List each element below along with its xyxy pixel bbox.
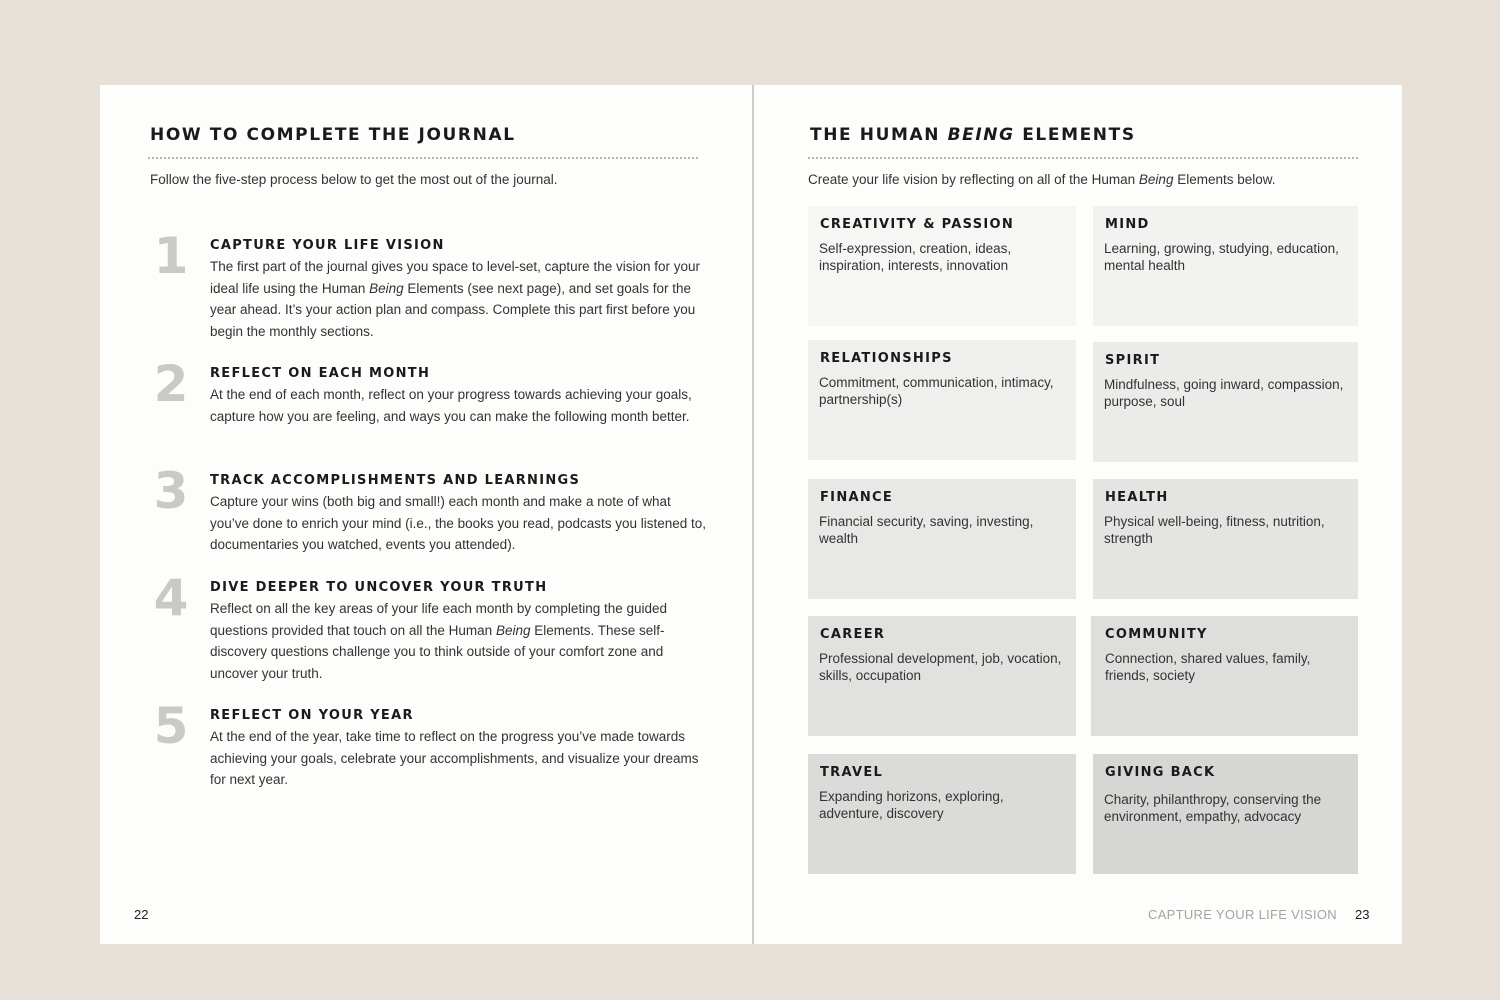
element-description: Mindfulness, going inward, compassion, purpose, soul xyxy=(1104,377,1344,409)
element-description: Self-expression, creation, ideas, inspiration, interests, innovation xyxy=(819,241,1012,273)
element-card-community xyxy=(1091,616,1358,736)
dotted-divider xyxy=(808,157,1358,159)
intro-text: Follow the five-step process below to get the most out of the journal. xyxy=(150,172,558,187)
element-card-spirit xyxy=(1093,342,1358,462)
element-card-relationships xyxy=(808,340,1076,460)
element-description: Connection, shared values, family, friends, society xyxy=(1105,651,1311,683)
step-number: 2 xyxy=(153,355,189,413)
element-name: CAREER xyxy=(820,627,886,642)
left-page xyxy=(100,85,752,944)
element-name: MIND xyxy=(1105,217,1150,232)
element-name: GIVING BACK xyxy=(1105,765,1216,780)
step-number: 3 xyxy=(153,462,189,520)
page-title: HOW TO COMPLETE THE JOURNAL xyxy=(150,125,516,145)
step-heading: REFLECT ON EACH MONTH xyxy=(210,366,431,381)
element-card-health xyxy=(1093,479,1358,599)
element-description: Learning, growing, studying, education, mental health xyxy=(1104,241,1339,273)
step-number: 1 xyxy=(153,227,189,285)
intro-text: Create your life vision by reflecting on all of the Human Being Elements below. xyxy=(808,172,1276,187)
element-name: SPIRIT xyxy=(1105,353,1161,368)
page-number: 23 xyxy=(1355,907,1370,922)
element-card-giving-back xyxy=(1093,754,1358,874)
page-title: THE HUMAN BEING ELEMENTS xyxy=(810,125,1136,145)
element-name: TRAVEL xyxy=(820,765,884,780)
book-spread xyxy=(100,85,1402,944)
element-name: FINANCE xyxy=(820,490,894,505)
element-card-travel xyxy=(808,754,1076,874)
step-heading: CAPTURE YOUR LIFE VISION xyxy=(210,238,445,253)
step-heading: TRACK ACCOMPLISHMENTS AND LEARNINGS xyxy=(210,473,581,488)
element-name: COMMUNITY xyxy=(1105,627,1208,642)
element-description: Professional development, job, vocation, skills, occupation xyxy=(819,651,1062,683)
element-card-creativity xyxy=(808,206,1076,326)
step-text: Reflect on all the key areas of your life each month by completing the guided questions provided that touch on all the Human Being Elements. These self-discovery questions challenge you to think outside of your comfort zone and uncover your truth. xyxy=(210,601,668,681)
step-text: Capture your wins (both big and small!) each month and make a note of what you’ve done to enrich your mind (i.e., the books you read, podcasts you listened to, documentaries you watched, events you attended). xyxy=(210,494,707,552)
running-head: CAPTURE YOUR LIFE VISION xyxy=(1148,907,1337,922)
step-number: 4 xyxy=(153,569,189,627)
step-text: At the end of the year, take time to reflect on the progress you’ve made towards achieving your goals, celebrate your accomplishments, and visualize your dreams for next year. xyxy=(210,729,699,787)
step-text: The first part of the journal gives you space to level-set, capture the vision for your ideal life using the Human Being Elements (see next page), and set goals for the year ahead. It’s your action plan and compass. Complete this part first before you begin the monthly sections. xyxy=(210,259,700,339)
element-name: RELATIONSHIPS xyxy=(820,351,953,366)
element-card-mind xyxy=(1093,206,1358,326)
element-name: HEALTH xyxy=(1105,490,1169,505)
step-number: 5 xyxy=(153,697,189,755)
element-description: Physical well-being, fitness, nutrition, strength xyxy=(1104,514,1325,546)
element-description: Financial security, saving, investing, wealth xyxy=(819,514,1034,546)
right-page xyxy=(754,85,1402,944)
step-heading: DIVE DEEPER TO UNCOVER YOUR TRUTH xyxy=(210,580,548,595)
dotted-divider xyxy=(148,157,698,159)
step-text: At the end of each month, reflect on your progress towards achieving your goals, capture how you are feeling, and ways you can make the following month better. xyxy=(210,387,692,424)
step-heading: REFLECT ON YOUR YEAR xyxy=(210,708,414,723)
element-name: CREATIVITY & PASSION xyxy=(820,217,1015,232)
element-description: Expanding horizons, exploring, adventure, discovery xyxy=(819,789,1004,821)
element-card-career xyxy=(808,616,1076,736)
element-description: Charity, philanthropy, conserving the environment, empathy, advocacy xyxy=(1104,792,1322,824)
element-description: Commitment, communication, intimacy, partnership(s) xyxy=(819,375,1054,407)
page-number: 22 xyxy=(134,907,149,922)
element-card-finance xyxy=(808,479,1076,599)
